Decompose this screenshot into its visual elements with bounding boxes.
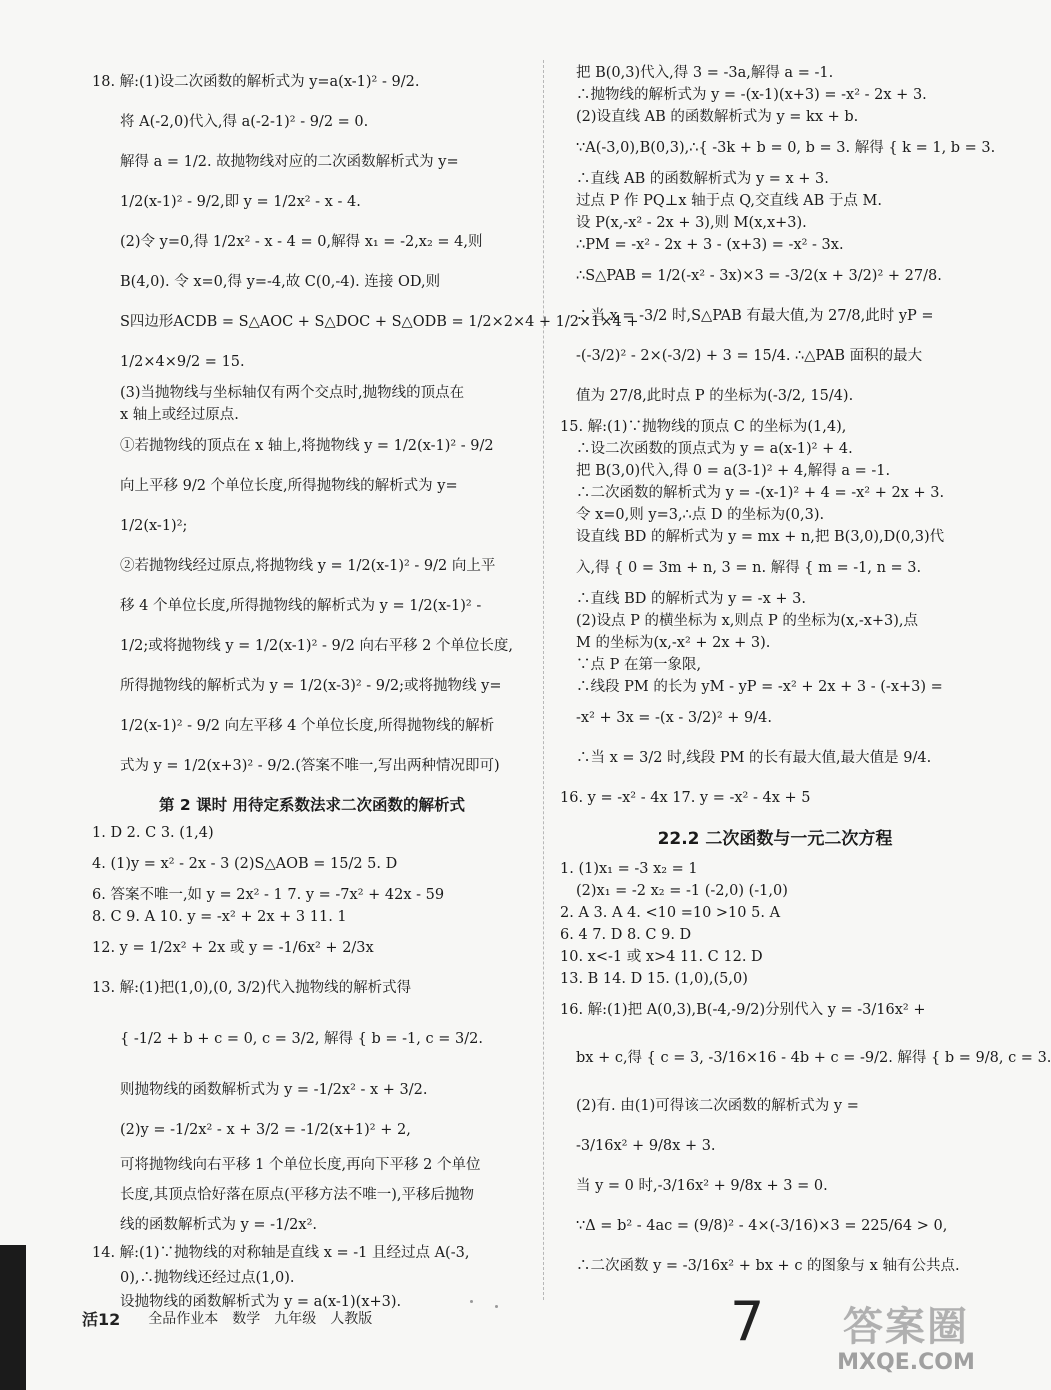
- watermark-cn: 答案圈: [843, 1304, 969, 1350]
- answer-line: bx + c,得 { c = 3, -3/16×16 - 4b + c = -9/2. 解得 { b = 9/8, c = 3.: [576, 1050, 1051, 1066]
- handwritten-mark: 7: [730, 1290, 765, 1353]
- answer-line: ∴直线 BD 的解析式为 y = -x + 3.: [576, 591, 806, 607]
- answer-line: { -1/2 + b + c = 0, c = 3/2, 解得 { b = -1, c = 3/2.: [120, 1031, 483, 1047]
- answer-line: 入,得 { 0 = 3m + n, 3 = n. 解得 { m = -1, n = 3.: [576, 560, 922, 576]
- answer-line: 0),∴抛物线还经过点(1,0).: [120, 1270, 295, 1286]
- answer-line: 1/2;或将抛物线 y = 1/2(x-1)² - 9/2 向右平移 2 个单位长度,: [120, 638, 514, 654]
- page-footer: [82, 1305, 386, 1331]
- answer-line: S四边形ACDB = S△AOC + S△DOC + S△ODB = 1/2×2×4 + 1/2×1×4 +: [120, 314, 639, 330]
- answer-line: (2)y = -1/2x² - x + 3/2 = -1/2(x+1)² + 2,: [120, 1122, 411, 1138]
- answer-line: 12. y = 1/2x² + 2x 或 y = -1/6x² + 2/3x: [92, 940, 374, 956]
- answer-line: 移 4 个单位长度,所得抛物线的解析式为 y = 1/2(x-1)² -: [120, 598, 482, 614]
- book-title: 全品作业本: [148, 1311, 219, 1327]
- answer-line: (2)x₁ = -2 x₂ = -1 (-2,0) (-1,0): [576, 883, 788, 899]
- answer-line: 把 B(3,0)代入,得 0 = a(3-1)² + 4,解得 a = -1.: [576, 463, 891, 479]
- answer-line: ②若抛物线经过原点,将抛物线 y = 1/2(x-1)² - 9/2 向上平: [120, 558, 496, 574]
- answer-line: 设 P(x,-x² - 2x + 3),则 M(x,x+3).: [576, 215, 807, 231]
- answer-line: ∴当 x = 3/2 时,线段 PM 的长有最大值,最大值是 9/4.: [576, 750, 932, 766]
- answer-line: ∴S△PAB = 1/2(-x² - 3x)×3 = -3/2(x + 3/2)² + 27/8.: [576, 268, 942, 284]
- subject-label: 数学: [232, 1311, 261, 1327]
- answer-line: -(-3/2)² - 2×(-3/2) + 3 = 15/4. ∴△PAB 面积的最大: [576, 348, 923, 364]
- answer-line: 值为 27/8,此时点 P 的坐标为(-3/2, 15/4).: [576, 388, 854, 404]
- answer-line: ∴直线 AB 的函数解析式为 y = x + 3.: [576, 171, 829, 187]
- answer-line: 设直线 BD 的解析式为 y = mx + n,把 B(3,0),D(0,3)代: [576, 529, 945, 545]
- edition-label: 人教版: [330, 1311, 373, 1327]
- answer-line: 1. D 2. C 3. (1,4): [92, 825, 214, 841]
- answer-line: 2. A 3. A 4. <10 =10 >10 5. A: [560, 905, 781, 921]
- answer-line: 解得 a = 1/2. 故抛物线对应的二次函数解析式为 y=: [120, 154, 459, 170]
- answer-line: 则抛物线的函数解析式为 y = -1/2x² - x + 3/2.: [120, 1082, 428, 1098]
- answer-line: 6. 4 7. D 8. C 9. D: [560, 927, 692, 943]
- answer-line: 线的函数解析式为 y = -1/2x².: [120, 1217, 318, 1233]
- answer-line: ∴当 x = -3/2 时,S△PAB 有最大值,为 27/8,此时 yP =: [576, 308, 934, 324]
- answer-line: 4. (1)y = x² - 2x - 3 (2)S△AOB = 15/2 5. D: [92, 856, 398, 872]
- answer-line: 1/2(x-1)²;: [120, 518, 188, 534]
- answer-line: ∵点 P 在第一象限,: [576, 657, 702, 673]
- scan-speck: [495, 1305, 498, 1308]
- answer-line: 15. 解:(1)∵抛物线的顶点 C 的坐标为(1,4),: [560, 419, 847, 435]
- answer-line: 1/2(x-1)² - 9/2 向左平移 4 个单位长度,所得抛物线的解析: [120, 718, 495, 734]
- page-number: 活12: [82, 1309, 121, 1329]
- section-heading: 22.2 二次函数与一元二次方程: [657, 829, 893, 849]
- scan-speck: [470, 1300, 473, 1303]
- answer-line: 6. 答案不唯一,如 y = 2x² - 1 7. y = -7x² + 42x - 59: [92, 887, 445, 903]
- answer-line: 设抛物线的函数解析式为 y = a(x-1)(x+3).: [120, 1294, 402, 1310]
- answer-line: 长度,其顶点恰好落在原点(平移方法不唯一),平移后抛物: [120, 1187, 475, 1203]
- answer-line: 当 y = 0 时,-3/16x² + 9/8x + 3 = 0.: [576, 1178, 828, 1194]
- answer-line: 14. 解:(1)∵抛物线的对称轴是直线 x = -1 且经过点 A(-3,: [92, 1245, 470, 1261]
- watermark-logo: [826, 1304, 986, 1384]
- answer-line: ∴抛物线的解析式为 y = -(x-1)(x+3) = -x² - 2x + 3.: [576, 87, 927, 103]
- column-divider: [543, 60, 544, 1300]
- answer-line: (2)设点 P 的横坐标为 x,则点 P 的坐标为(x,-x+3),点: [576, 613, 919, 629]
- edge-tab: [0, 1245, 26, 1390]
- watermark-en: MXQE.COM: [837, 1350, 975, 1375]
- answer-line: ∴二次函数 y = -3/16x² + bx + c 的图象与 x 轴有公共点.: [576, 1258, 960, 1274]
- grade-label: 九年级: [274, 1311, 317, 1327]
- answer-line: 1. (1)x₁ = -3 x₂ = 1: [560, 861, 698, 877]
- answer-line: 令 x=0,则 y=3,∴点 D 的坐标为(0,3).: [576, 507, 825, 523]
- answer-line: 向上平移 9/2 个单位长度,所得抛物线的解析式为 y=: [120, 478, 458, 494]
- right-column: [560, 62, 1051, 1286]
- answer-line: 18. 解:(1)设二次函数的解析式为 y=a(x-1)² - 9/2.: [92, 74, 420, 90]
- answer-line: 16. y = -x² - 4x 17. y = -x² - 4x + 5: [560, 790, 811, 806]
- answer-line: 13. B 14. D 15. (1,0),(5,0): [560, 971, 748, 987]
- answer-line: 把 B(0,3)代入,得 3 = -3a,解得 a = -1.: [576, 65, 834, 81]
- answer-line: (3)当抛物线与坐标轴仅有两个交点时,抛物线的顶点在: [120, 385, 465, 401]
- answer-line: -3/16x² + 9/8x + 3.: [576, 1138, 716, 1154]
- answer-line: 16. 解:(1)把 A(0,3),B(-4,-9/2)分别代入 y = -3/16x² +: [560, 1002, 926, 1018]
- answer-line: 8. C 9. A 10. y = -x² + 2x + 3 11. 1: [92, 909, 347, 925]
- answer-line: ∴设二次函数的顶点式为 y = a(x-1)² + 4.: [576, 441, 853, 457]
- answer-line: ∴二次函数的解析式为 y = -(x-1)² + 4 = -x² + 2x + 3.: [576, 485, 945, 501]
- answer-line: ∴线段 PM 的长为 yM - yP = -x² + 2x + 3 - (-x+3) =: [576, 679, 943, 695]
- answer-line: 所得抛物线的解析式为 y = 1/2(x-3)² - 9/2;或将抛物线 y=: [120, 678, 502, 694]
- answer-line: 将 A(-2,0)代入,得 a(-2-1)² - 9/2 = 0.: [120, 114, 369, 130]
- answer-line: 10. x<-1 或 x>4 11. C 12. D: [560, 949, 763, 965]
- answer-line: ∵A(-3,0),B(0,3),∴{ -3k + b = 0, b = 3. 解得 { k = 1, b = 3.: [576, 140, 996, 156]
- section-heading: 第 2 课时 用待定系数法求二次函数的解析式: [159, 796, 465, 814]
- answer-line: (2)有. 由(1)可得该二次函数的解析式为 y =: [576, 1098, 859, 1114]
- answer-line: ①若抛物线的顶点在 x 轴上,将抛物线 y = 1/2(x-1)² - 9/2: [120, 438, 494, 454]
- answer-line: 式为 y = 1/2(x+3)² - 9/2.(答案不唯一,写出两种情况即可): [120, 758, 500, 774]
- answer-line: ∵Δ = b² - 4ac = (9/8)² - 4×(-3/16)×3 = 225/64 > 0,: [576, 1218, 948, 1234]
- answer-line: 1/2(x-1)² - 9/2,即 y = 1/2x² - x - 4.: [120, 194, 361, 210]
- answer-line: ∴PM = -x² - 2x + 3 - (x+3) = -x² - 3x.: [576, 237, 844, 253]
- answer-line: 1/2×4×9/2 = 15.: [120, 354, 245, 370]
- answer-line: x 轴上或经过原点.: [120, 407, 239, 423]
- answer-line: B(4,0). 令 x=0,得 y=-4,故 C(0,-4). 连接 OD,则: [120, 274, 441, 290]
- answer-line: -x² + 3x = -(x - 3/2)² + 9/4.: [576, 710, 772, 726]
- answer-line: (2)设直线 AB 的函数解析式为 y = kx + b.: [576, 109, 859, 125]
- answer-line: 13. 解:(1)把(1,0),(0, 3/2)代入抛物线的解析式得: [92, 980, 412, 996]
- answer-line: 过点 P 作 PQ⊥x 轴于点 Q,交直线 AB 于点 M.: [576, 193, 882, 209]
- answer-line: 可将抛物线向右平移 1 个单位长度,再向下平移 2 个单位: [120, 1157, 481, 1173]
- answer-line: M 的坐标为(x,-x² + 2x + 3).: [576, 635, 771, 651]
- answer-line: (2)令 y=0,得 1/2x² - x - 4 = 0,解得 x₁ = -2,x₂ = 4,则: [120, 234, 483, 250]
